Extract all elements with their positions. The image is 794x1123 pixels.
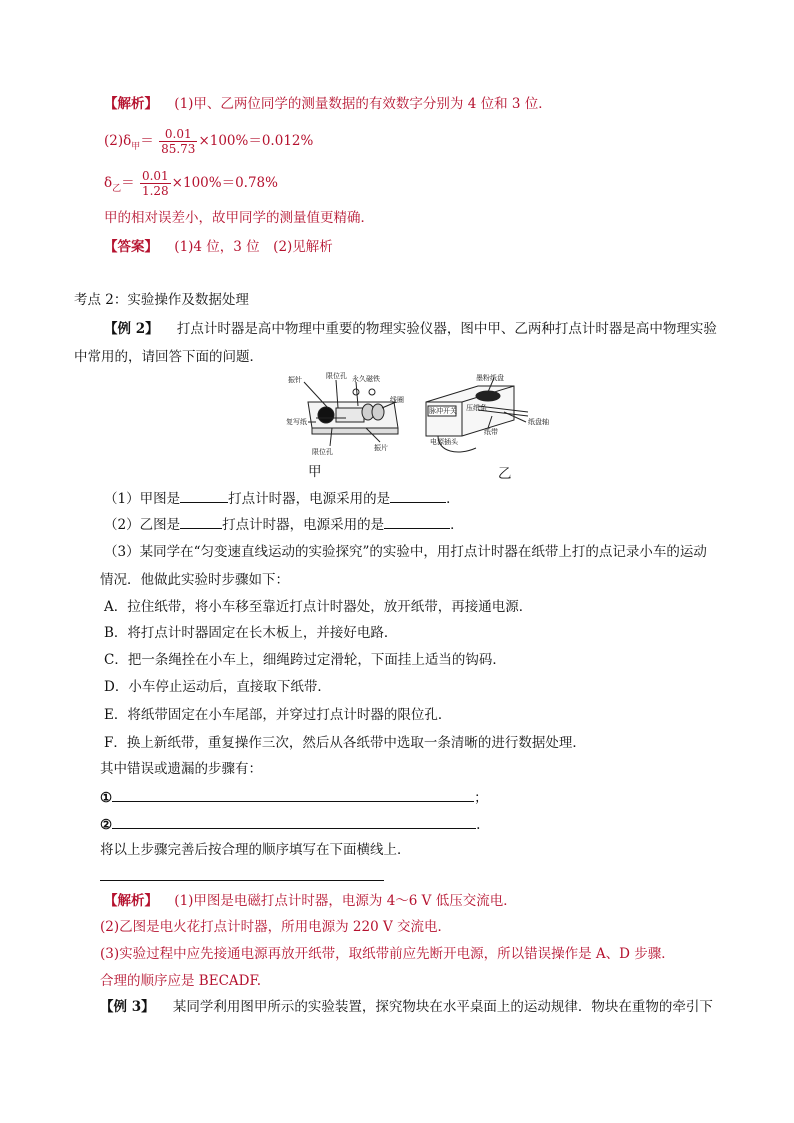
answer-blank[interactable] <box>180 514 222 529</box>
example-tag: 【例 3】 <box>100 999 155 1015</box>
punctuation: . <box>476 817 481 833</box>
analysis-2-line-2: (2)乙图是电火花打点计时器，所用电源为 220 V 交流电． <box>100 919 452 935</box>
label-power-plug: 电源插头 <box>430 438 458 446</box>
example-2-line-1 <box>104 319 717 339</box>
punctuation: ． <box>446 491 460 507</box>
fraction-1 <box>159 127 197 156</box>
analysis-2-line-4: 合理的顺序应是 BECADF. <box>100 973 262 989</box>
analysis-1-line-2 <box>104 126 313 158</box>
analysis-tag: 【解析】 <box>104 96 158 112</box>
step-a: A．拉住纸带，将小车移至靠近打点计时器处，放开纸带，再接通电源． <box>104 599 533 615</box>
label-paper-tape: 纸带 <box>484 428 498 436</box>
question-2 <box>104 514 464 535</box>
answer-text: (1)4 位，3 位 (2)见解析 <box>174 239 333 255</box>
answer-blank[interactable] <box>390 488 446 503</box>
label-carbon-paper: 复写纸 <box>286 418 307 426</box>
answer-tag: 【答案】 <box>104 239 158 255</box>
question-1 <box>104 488 460 509</box>
punctuation: ； <box>474 790 488 806</box>
equals: ＝ <box>140 133 154 149</box>
example-2-line-2: 中常用的，请回答下面的问题． <box>74 349 263 365</box>
electromagnetic-timer-figure <box>286 372 410 462</box>
figure-caption-b: 乙 <box>498 466 512 482</box>
analysis-1-text: (1)甲、乙两位同学的测量数据的有效数字分别为 4 位和 3 位． <box>174 96 552 112</box>
order-answer-line[interactable] <box>100 880 384 881</box>
delta-subscript: 乙 <box>112 184 122 194</box>
figure-caption-a: 甲 <box>308 464 322 480</box>
label-pulse-switch: 脉冲开关 <box>429 407 457 415</box>
label-permanent-magnet: 永久磁铁 <box>352 375 380 383</box>
delta-label: δ <box>104 175 113 191</box>
fraction-numerator: 0.01 <box>141 169 169 183</box>
example-tag: 【例 2】 <box>104 321 159 337</box>
circle-number-1: ① <box>100 790 113 806</box>
step-c: C．把一条绳拴在小车上，细绳跨过定滑轮，下面挂上适当的钩码． <box>104 652 506 668</box>
example-3-line-1 <box>100 997 713 1017</box>
fraction-denominator: 85.73 <box>161 142 196 156</box>
question-text: 打点计时器，电源采用的是 <box>228 491 391 507</box>
circle-number-2: ② <box>100 817 113 833</box>
label-limit-hole-bottom: 限位孔 <box>312 448 333 456</box>
question-3-line-2: 情况．他做此实验时步骤如下： <box>100 572 289 588</box>
label-disk-axle: 纸盘轴 <box>528 418 549 426</box>
spark-timer-figure <box>418 372 566 462</box>
step-f: F．换上新纸带，重复操作三次，然后从各纸带中选取一条清晰的进行数据处理． <box>104 735 586 751</box>
analysis-1-line-3 <box>104 168 278 200</box>
analysis-2-line-1 <box>104 891 517 911</box>
fraction-numerator: 0.01 <box>159 127 197 142</box>
fraction-2 <box>140 169 171 198</box>
delta-label: (2)δ <box>104 133 132 149</box>
delta-subscript: 甲 <box>131 142 141 152</box>
step-e: E．将纸带固定在小车尾部，并穿过打点计时器的限位孔． <box>104 707 452 723</box>
analysis-2-text: (1)甲图是电磁打点计时器，电源为 4～6 V 低压交流电． <box>174 893 517 909</box>
example-2-text: 打点计时器是高中物理中重要的物理实验仪器，图中甲、乙两种打点计时器是高中物理实验 <box>176 321 717 337</box>
formula-result: ×100%＝0.012% <box>198 133 314 149</box>
order-prompt: 将以上步骤完善后按合理的顺序填写在下面横线上． <box>100 842 411 858</box>
punctuation: ． <box>450 517 464 533</box>
equals: ＝ <box>121 175 135 191</box>
label-vibrating-plate: 振片 <box>374 444 388 452</box>
analysis-1-line-4: 甲的相对误差小，故甲同学的测量值更精确． <box>104 210 374 226</box>
question-3-line-1: （3）某同学在“匀变速直线运动的实验探究”的实验中，用打点计时器在纸带上打的点记录小车的运动 <box>104 544 707 560</box>
example-3-text: 某同学利用图甲所示的实验装置，探究物块在水平桌面上的运动规律．物块在重物的牵引下 <box>172 999 713 1015</box>
analysis-2-line-3: (3)实验过程中应先接通电源再放开纸带，取纸带前应先断开电源，所以错误操作是 A、D 步骤． <box>100 946 675 962</box>
answer-blank[interactable] <box>384 514 450 529</box>
error-prompt: 其中错误或遗漏的步骤有： <box>100 761 262 777</box>
analysis-1-line-1 <box>104 94 552 114</box>
question-text: （2）乙图是 <box>104 517 181 533</box>
formula-result: ×100%＝0.78% <box>171 175 278 191</box>
answer-blank[interactable] <box>112 787 474 802</box>
section-title: 考点 2：实验操作及数据处理 <box>74 292 249 308</box>
question-text: （1）甲图是 <box>104 491 181 507</box>
label-toner-disk: 墨粉纸盘 <box>476 374 504 382</box>
blank-row-2 <box>100 814 480 835</box>
label-paper-clip: 压纸条 <box>466 404 487 412</box>
analysis-tag: 【解析】 <box>104 893 158 909</box>
label-vibrating-needle: 振针 <box>288 376 302 384</box>
answer-blank[interactable] <box>112 814 476 829</box>
step-d: D．小车停止运动后，直接取下纸带． <box>104 679 331 695</box>
label-coil: 线圈 <box>390 396 404 404</box>
question-text: 打点计时器，电源采用的是 <box>222 517 385 533</box>
step-b: B．将打点计时器固定在长木板上，并接好电路． <box>104 625 398 641</box>
answer-blank[interactable] <box>180 488 228 503</box>
answer-1 <box>104 237 333 257</box>
fraction-denominator: 1.28 <box>141 184 169 198</box>
label-limit-hole-top: 限位孔 <box>326 372 347 380</box>
blank-row-1 <box>100 787 488 808</box>
